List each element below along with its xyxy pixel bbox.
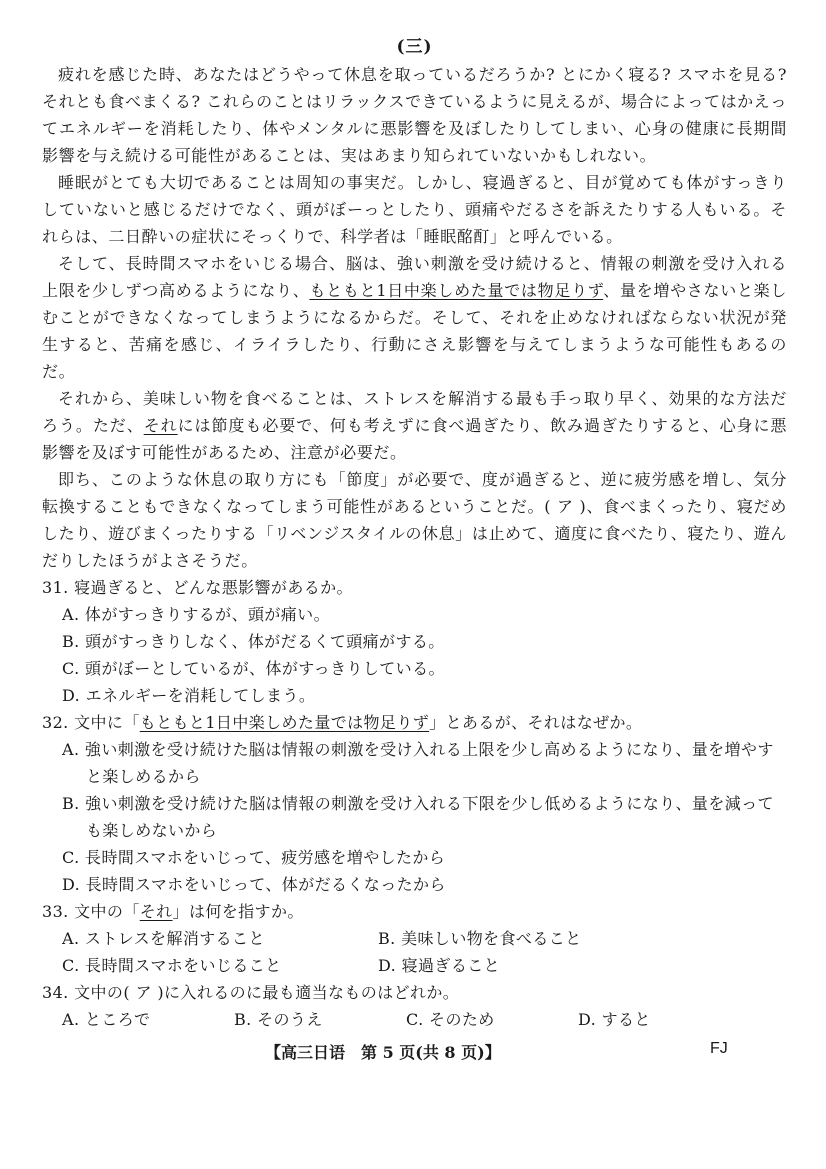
option-c: C. そのため: [406, 1010, 495, 1029]
passage-text: には節度も必要で、何も考えずに食べ過ぎたり、飲み過ぎたりすると、心身に悪影響を及ぼす可能性があるため、注意が必要だ。: [42, 416, 788, 462]
exam-page: [42, 34, 787, 1033]
option-a: A. ストレスを解消すること: [62, 929, 265, 948]
passage-text: そして、長時間スマホをいじる場合、脳は、強い刺激を受け続けると、情報の刺激を受け入れる上限を少しずつ高めるようになり、: [42, 254, 787, 300]
passage-paragraph-1: 疲れを感じた時、あなたはどうやって休息を取っているだろうか? とにかく寝る? スマホを見る? それとも食べまくる? これらのことはリラックスできているように見えるが、場合によってはかえってエネルギーを消耗したり、体やメンタルに悪影響を及ぼしたりしてしまい、心身の健康に長期間影響を与え続ける可能性があることは、実はあまり知られていないかもしれない。: [42, 65, 787, 165]
question-33: [42, 898, 787, 979]
passage-text: それから、美味しい物を食べることは、ストレスを解消する最も手っ取り早く、効果的な方法だろう。ただ、: [42, 389, 787, 435]
option-b: B. そのうえ: [234, 1010, 323, 1029]
page-number-label: 【高三日语 第 5 页(共 8 页)】: [265, 1043, 501, 1062]
option-c: C. 長時間スマホをいじること: [62, 956, 282, 975]
underlined-word: それ: [139, 902, 173, 921]
option-b: B. 強い刺激を受け続けた脳は情報の刺激を受け入れる下限を少し低めるようになり、量を減っても楽しめないから: [62, 794, 774, 840]
question-34: [42, 979, 787, 1033]
passage-paragraph-3: [42, 250, 787, 385]
question-stem: [42, 898, 787, 925]
passage-paragraph-2: 睡眠がとても大切であることは周知の事実だ。しかし、寝過ぎると、目が覚めても体がすっきりしていないと感じるだけでなく、頭がぼーっとしたり、頭痛やだるさを訴えたりする人もいる。それらは、二日酔いの症状にそっくりで、科学者は「睡眠酩酊」と呼んでいる。: [42, 173, 787, 246]
underlined-phrase: もともと1日中楽しめた量では物足りず: [139, 713, 430, 732]
option-d: D. 長時間スマホをいじって、体がだるくなったから: [62, 875, 446, 894]
option-c: C. 長時間スマホをいじって、疲労感を増やしたから: [62, 848, 446, 867]
option-b: B. 頭がすっきりしなく、体がだるくて頭痛がする。: [62, 632, 445, 651]
stem-text: 33. 文中の「: [42, 902, 140, 921]
option-a: A. 体がすっきりするが、頭が痛い。: [62, 605, 330, 624]
passage-text: 、量を増やさないと楽しむことができなくなってしまうようになるからだ。そして、それを止めなければならない状況が発生すると、苦痛を感じ、イライラしたり、行動にさえ影響を与えてしまうような可能性もあるのだ。: [42, 281, 787, 381]
reading-passage: [42, 61, 787, 574]
underlined-phrase: もともと1日中楽しめた量では物足りず: [309, 281, 604, 300]
question-stem: 34. 文中の( ア )に入れるのに最も適当なものはどれか。: [42, 983, 460, 1002]
option-c: C. 頭がぼーとしているが、体がすっきりしている。: [62, 659, 445, 678]
option-row: [62, 1006, 787, 1033]
stem-text: 」とあるが、それはなぜか。: [429, 713, 643, 732]
stem-text: 」は何を指すか。: [172, 902, 304, 921]
stem-text: 32. 文中に「: [42, 713, 140, 732]
region-code: FJ: [710, 1040, 728, 1057]
option-a: A. 強い刺激を受け続けた脳は情報の刺激を受け入れる上限を少し高めるようになり、量を増やすと楽しめるから: [62, 740, 774, 786]
option-b: B. 美味しい物を食べること: [378, 929, 582, 948]
section-title: (三): [396, 37, 433, 57]
question-stem: [42, 709, 787, 736]
option-d: D. すると: [578, 1010, 651, 1029]
question-32: [42, 709, 787, 898]
passage-paragraph-5: 即ち、このような休息の取り方にも「節度」が必要で、度が過ぎると、逆に疲労感を増し、気分転換することもできなくなってしまう可能性があるということだ。( ア )、食べまくったり、寝だめしたり、遊びまくったりする「リベンジスタイルの休息」は止めて、適度に食べたり、寝たり、遊んだりしたほうがよさそうだ。: [42, 470, 787, 570]
option-row: [62, 925, 787, 952]
option-d: D. エネルギーを消耗してしまう。: [62, 686, 316, 705]
option-d: D. 寝過ぎること: [378, 956, 501, 975]
question-31: [42, 574, 787, 709]
option-row: [62, 952, 787, 979]
option-a: A. ところで: [62, 1010, 151, 1029]
question-stem: 31. 寝過ぎると、どんな悪影響があるか。: [42, 578, 353, 597]
underlined-word: それ: [143, 416, 178, 435]
passage-paragraph-4: [42, 385, 787, 466]
